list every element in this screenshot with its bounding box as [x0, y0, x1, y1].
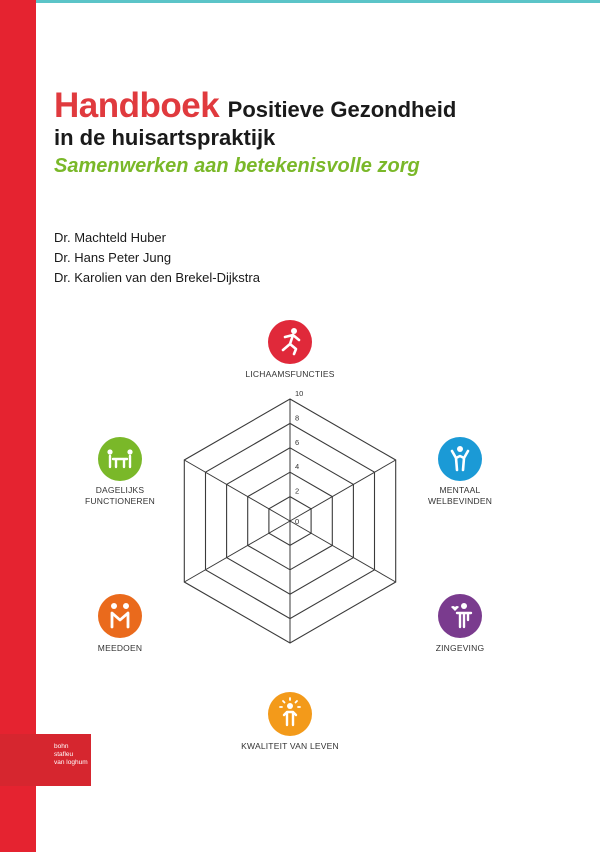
label-line: MENTAAL [439, 485, 481, 495]
diagram-spoke [290, 460, 396, 521]
publisher-line: stafleu [54, 751, 74, 758]
dimension-label-meedoen: MEEDOEN [97, 643, 143, 653]
scale-tick-label: 6 [295, 437, 300, 447]
label-line: FUNCTIONEREN [85, 496, 155, 506]
dimension-label-zingeving: ZINGEVING [435, 643, 485, 653]
dimension-label-kwaliteit-van-leven: KWALITEIT VAN LEVEN [241, 741, 339, 751]
two-people-icon [98, 594, 142, 638]
positive-health-spider-diagram [150, 380, 450, 660]
dimension-label-lichaamsfuncties: LICHAAMSFUNCTIES [245, 369, 335, 379]
dimension-label-dagelijks-functioneren [68, 485, 172, 507]
title-rest: Positieve Gezondheid [227, 97, 457, 122]
author-name: Dr. Karolien van den Brekel-Dijkstra [54, 270, 260, 285]
top-accent-line [36, 0, 600, 3]
scale-tick-label: 10 [295, 389, 304, 398]
author-name: Dr. Machteld Huber [54, 230, 166, 245]
people-at-table-icon [98, 437, 142, 481]
scale-tick-label: 4 [295, 462, 300, 472]
label-line: DAGELIJKS [95, 485, 145, 495]
person-arms-raised-icon [438, 437, 482, 481]
title-main: Handboek [54, 86, 220, 125]
person-heart-icon [438, 594, 482, 638]
spine-red-bar [0, 0, 36, 852]
diagram-spoke [184, 460, 290, 521]
publisher-line: van loghum [54, 759, 88, 766]
diagram-spoke [290, 521, 396, 582]
running-person-icon [268, 320, 312, 364]
person-sun-icon [268, 692, 312, 736]
diagram-spokes [184, 399, 395, 643]
dimension-label-mentaal-welbevinden [412, 485, 508, 507]
author-name: Dr. Hans Peter Jung [54, 250, 172, 265]
label-line: WELBEVINDEN [427, 496, 493, 506]
publisher-line: bohn [54, 743, 69, 750]
scale-ticks [295, 389, 303, 526]
scale-tick-label: 2 [295, 486, 300, 496]
scale-tick-label: 8 [295, 413, 300, 423]
diagram-spoke [184, 521, 290, 582]
author-list [54, 228, 260, 288]
book-title [54, 86, 456, 126]
scale-tick-label: 0 [295, 517, 300, 526]
book-subtitle: Samenwerken aan betekenisvolle zorg [54, 155, 420, 177]
publisher-logo [0, 734, 91, 786]
title-line-2: in de huisartspraktijk [54, 125, 276, 150]
